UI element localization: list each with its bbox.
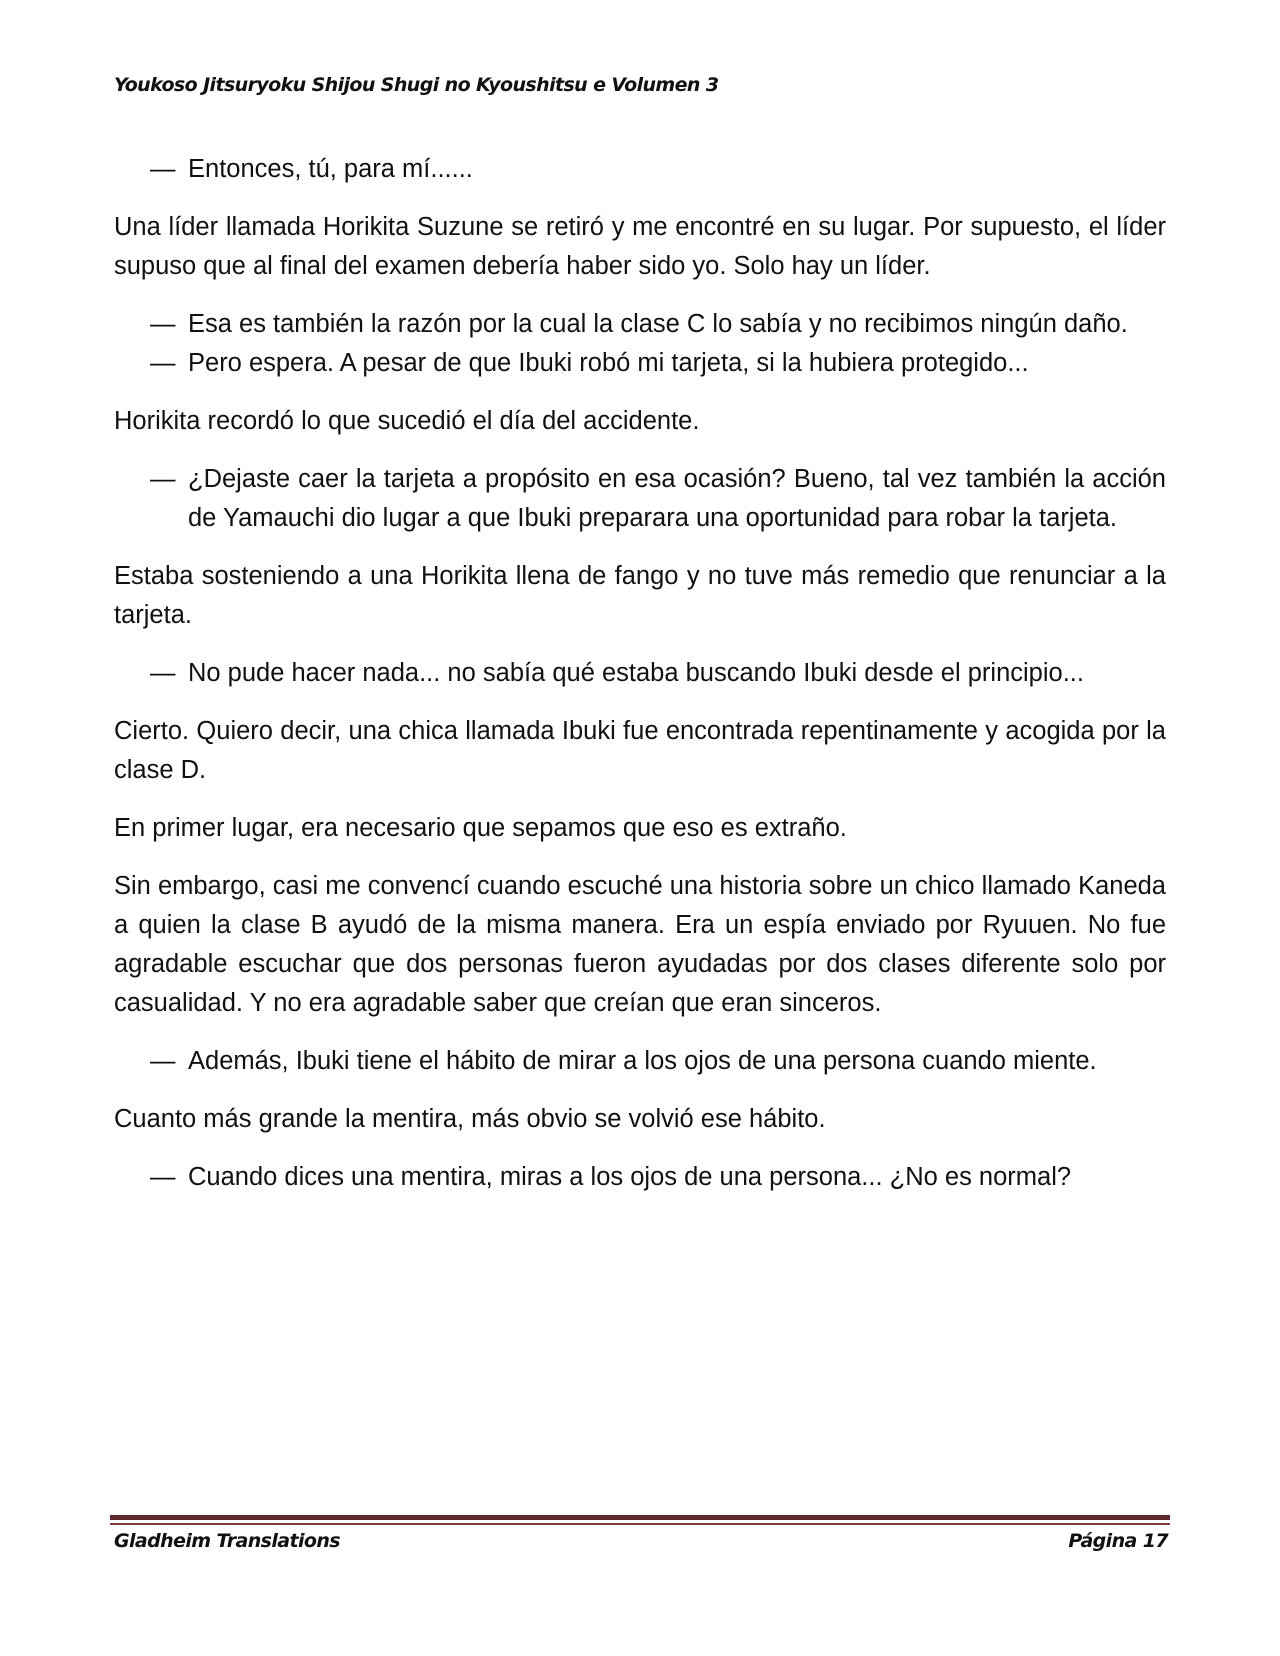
dialogue-line xyxy=(114,1042,1166,1081)
dialogue-dash: — xyxy=(150,659,176,687)
narration-paragraph: En primer lugar, era necesario que sepamos que eso es extraño. xyxy=(114,814,847,842)
dialogue-text: No pude hacer nada... no sabía qué estaba buscando Ibuki desde el principio... xyxy=(188,659,1084,687)
dialogue-dash: — xyxy=(150,155,176,183)
narration-paragraph: Horikita recordó lo que sucedió el día del accidente. xyxy=(114,407,700,435)
dialogue-dash: — xyxy=(150,1163,176,1191)
dialogue-dash: — xyxy=(150,465,176,493)
footer-rule-thin xyxy=(110,1523,1170,1525)
dialogue-text: Cuando dices una mentira, miras a los ojos de una persona... ¿No es normal? xyxy=(188,1163,1072,1191)
narration-paragraph: Estaba sosteniendo a una Horikita llena de fango y no tuve más remedio que renunciar a la tarjeta. xyxy=(114,562,1166,629)
dialogue-dash: — xyxy=(150,1047,176,1075)
dialogue-line xyxy=(114,460,1166,538)
dialogue-text: ¿Dejaste caer la tarjeta a propósito en esa ocasión? Bueno, tal vez también la acción de Yamauchi dio lugar a que Ibuki preparara una oportunidad para robar la tarjeta. xyxy=(188,465,1166,532)
dialogue-text: Pero espera. A pesar de que Ibuki robó mi tarjeta, si la hubiera protegido... xyxy=(188,349,1029,377)
dialogue-text: Esa es también la razón por la cual la clase C lo sabía y no recibimos ningún daño. xyxy=(188,310,1128,338)
running-header: Youkoso Jitsuryoku Shijou Shugi no Kyoushitsu e Volumen 3 xyxy=(114,74,719,96)
footer-translator: Gladheim Translations xyxy=(114,1530,340,1552)
dialogue-line xyxy=(114,1158,1166,1197)
page-body xyxy=(114,150,1166,1216)
dialogue-dash: — xyxy=(150,349,176,377)
page-number: Página 17 xyxy=(1068,1530,1168,1552)
dialogue-line xyxy=(114,305,1166,344)
dialogue-dash: — xyxy=(150,310,176,338)
dialogue-line xyxy=(114,654,1166,693)
footer-rule xyxy=(110,1515,1170,1520)
narration-paragraph: Sin embargo, casi me convencí cuando escuché una historia sobre un chico llamado Kaneda a quien la clase B ayudó de la misma manera. Era un espía enviado por Ryuuen. No fue agradable escuchar que dos personas fueron ayudadas por dos clases diferente solo por casualidad. Y no era agradable saber que creían que eran sinceros. xyxy=(114,872,1166,1017)
narration-paragraph: Cuanto más grande la mentira, más obvio se volvió ese hábito. xyxy=(114,1105,826,1133)
dialogue-text: Entonces, tú, para mí...... xyxy=(188,155,473,183)
dialogue-line xyxy=(114,344,1166,383)
dialogue-line xyxy=(114,150,1166,189)
narration-paragraph: Cierto. Quiero decir, una chica llamada Ibuki fue encontrada repentinamente y acogida por la clase D. xyxy=(114,717,1166,784)
dialogue-text: Además, Ibuki tiene el hábito de mirar a los ojos de una persona cuando miente. xyxy=(188,1047,1097,1075)
narration-paragraph: Una líder llamada Horikita Suzune se retiró y me encontré en su lugar. Por supuesto, el líder supuso que al final del examen debería haber sido yo. Solo hay un líder. xyxy=(114,213,1166,280)
